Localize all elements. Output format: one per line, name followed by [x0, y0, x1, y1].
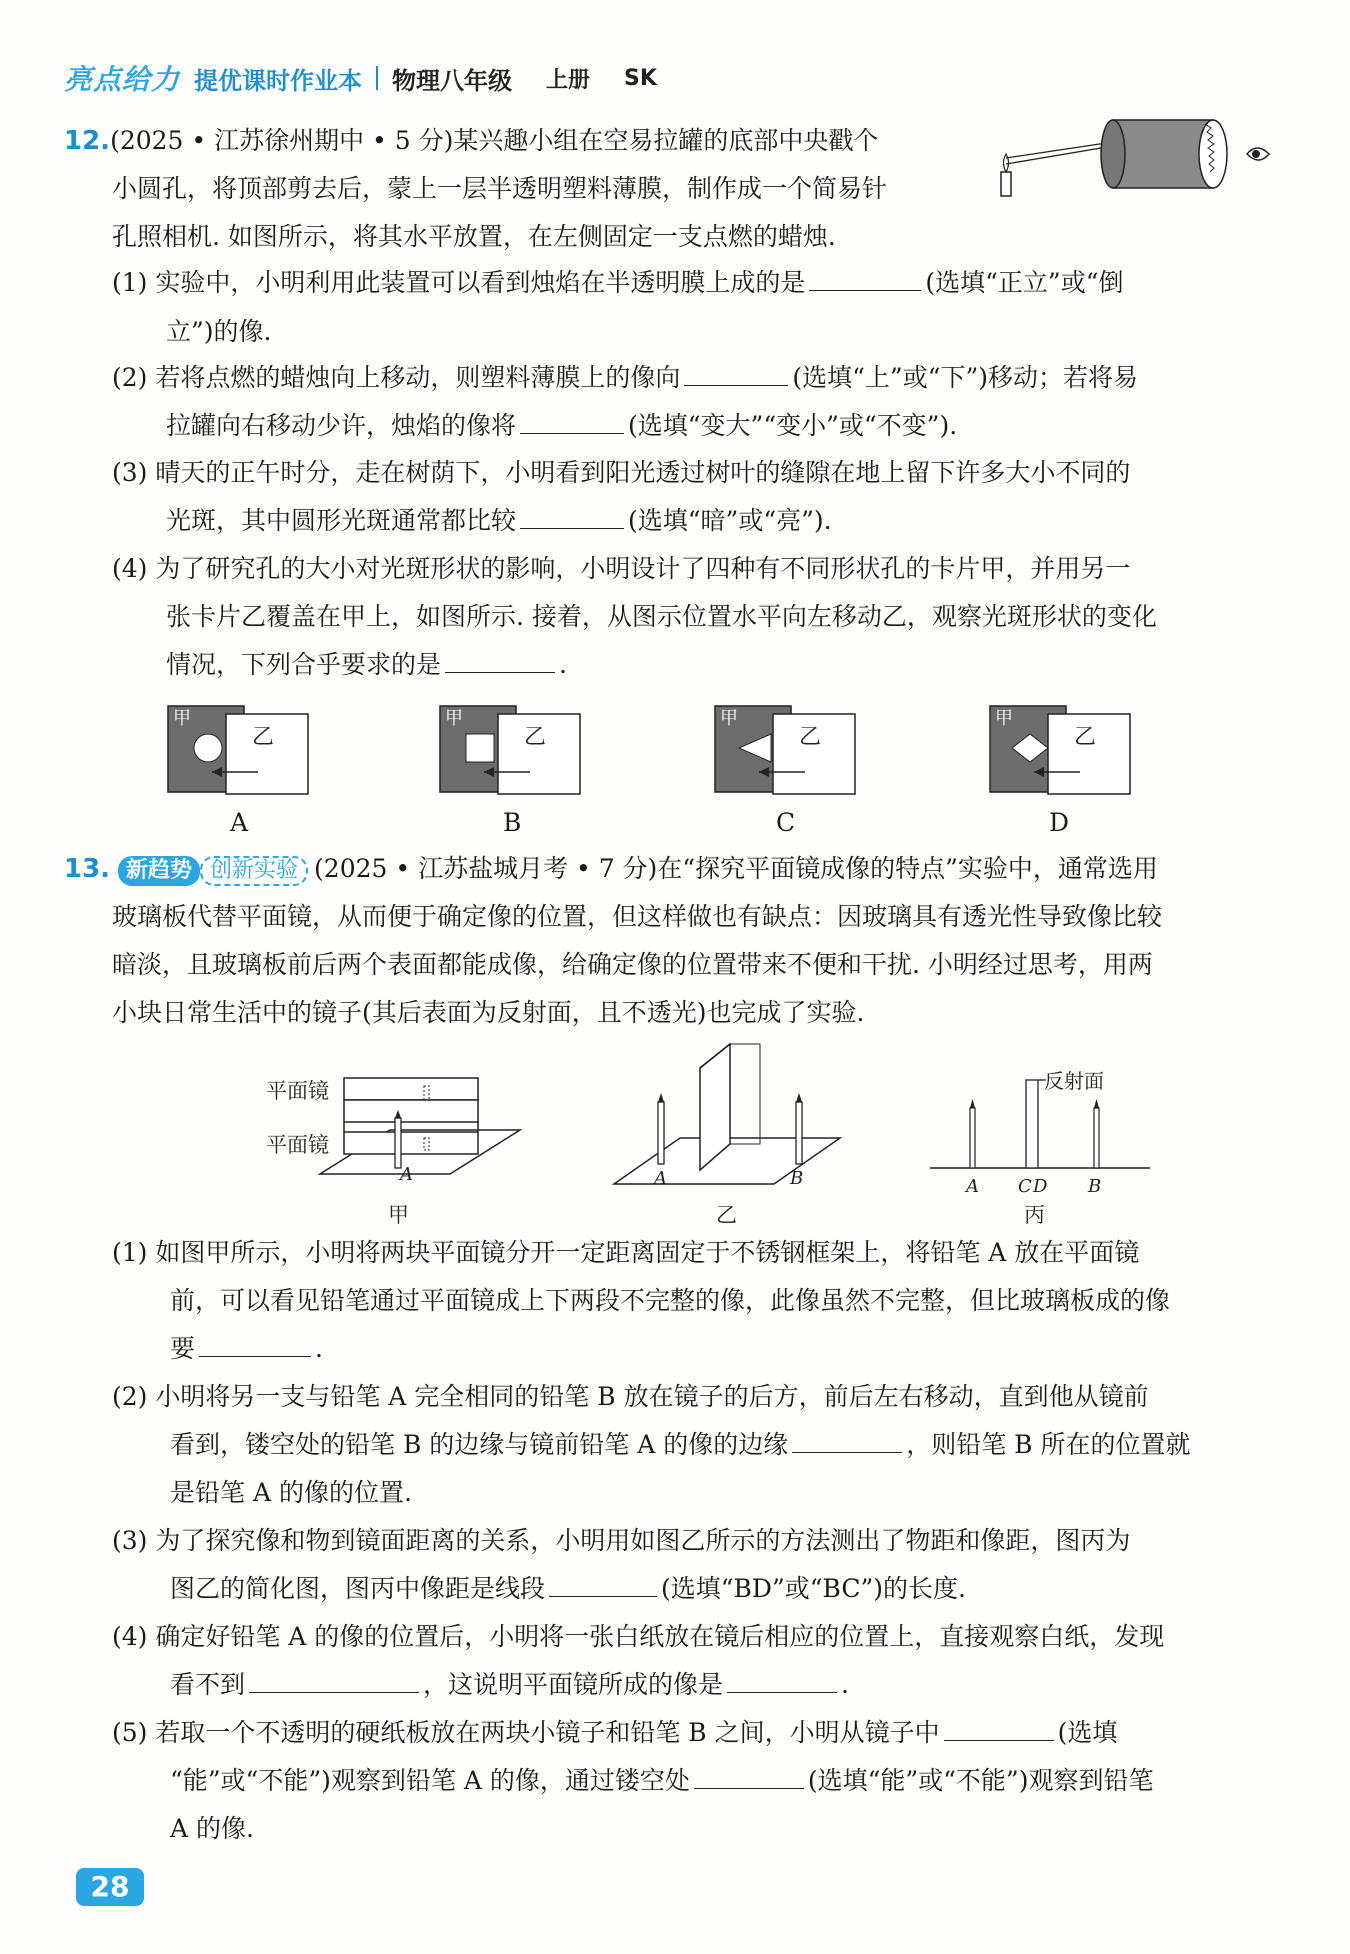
q12-p3-text: (选填“暗”或“亮”). — [628, 506, 832, 535]
q13-p3-line-1: (3) 为了探究像和物到镜面距离的关系，小明用如图乙所示的方法测出了物距和像距，图丙为 — [112, 1526, 1131, 1555]
q13-p3-text: 图乙的简化图，图丙中像距是线段 — [170, 1574, 546, 1603]
q12-p2-line-2 — [166, 409, 957, 443]
option-b-figure — [440, 706, 580, 794]
q13-p5-text: “能”或“不能”)观察到铅笔 A 的像，通过镂空处 — [170, 1766, 690, 1795]
option-b-label[interactable]: B — [503, 808, 522, 837]
q13-line-3: 暗淡，且玻璃板前后两个表面都能成像，给确定像的位置带来不便和干扰. 小明经过思考，用两 — [112, 950, 1153, 979]
mirror-label-upper: 平面镜 — [266, 1079, 329, 1103]
answer-blank[interactable] — [727, 1670, 837, 1693]
q12-line-2: 小圆孔，将顶部剪去后，蒙上一层半透明塑料薄膜，制作成一个简易针 — [112, 174, 888, 203]
q13-p4-text: 看不到 — [170, 1670, 246, 1699]
q13-p5-line-1 — [112, 1716, 1117, 1750]
mirror-experiment-figure — [260, 1040, 1160, 1230]
point-d-label: D — [1033, 1176, 1048, 1197]
q13-p4-text: . — [841, 1670, 849, 1699]
q13-p2-line-2 — [170, 1428, 1191, 1462]
q12-p1-text: (选填“正立”或“倒 — [925, 268, 1124, 297]
answer-blank[interactable] — [445, 650, 555, 673]
q12-p3-line-2 — [166, 504, 832, 538]
q12-p3-line-1: (3) 晴天的正午时分，走在树荫下，小明看到阳光透过树叶的缝隙在地上留下许多大小不同的 — [112, 458, 1131, 487]
mirror-label-lower: 平面镜 — [266, 1133, 329, 1157]
figure-bing — [930, 1069, 1150, 1227]
q13-p1-line-3 — [170, 1332, 323, 1366]
answer-blank[interactable] — [694, 1766, 804, 1789]
point-b-label: B — [790, 1168, 804, 1189]
q13-p5-text: (选填 — [1057, 1718, 1118, 1747]
answer-blank[interactable] — [809, 268, 921, 291]
figure-jia — [266, 1078, 520, 1227]
q13-p4-line-1: (4) 确定好铅笔 A 的像的位置后，小明将一张白纸放在镜后相应的位置上，直接观察白纸，发现 — [112, 1622, 1165, 1651]
card-yi-label: 乙 — [799, 725, 822, 750]
q13-p4-text: ，这说明平面镜所成的像是 — [423, 1670, 724, 1699]
q12-p2-text: (选填“变大”“变小”或“不变”). — [628, 411, 958, 440]
q12-p2-text: 拉罐向右移动少许，烛焰的像将 — [166, 411, 517, 440]
question-number: 12. — [64, 126, 111, 156]
q12-p1-line-2: 立”)的像. — [166, 317, 272, 346]
option-d-figure — [990, 706, 1130, 794]
q12-p4-text: 情况，下列合乎要求的是 — [166, 650, 442, 679]
q12-text: (2025 • 江苏徐州期中 • 5 分)某兴趣小组在空易拉罐的底部中央戳个 — [110, 126, 879, 155]
answer-blank[interactable] — [944, 1718, 1054, 1741]
q13-line-2: 玻璃板代替平面镜，从而便于确定像的位置，但这样做也有缺点：因玻璃具有透光性导致像比较 — [112, 902, 1163, 931]
question-number: 13. — [64, 854, 111, 884]
option-a-label[interactable]: A — [230, 808, 249, 837]
q12-line-1 — [64, 124, 878, 158]
innovation-badge: 创新实验 — [200, 856, 308, 886]
q13-p1-line-2: 前，可以看见铅笔通过平面镜成上下两段不完整的像，此像虽然不完整，但比玻璃板成的像 — [170, 1286, 1171, 1315]
trend-badge: 新趋势 — [118, 856, 200, 886]
series-title: 提优课时作业本 — [194, 66, 363, 95]
q12-p1-line-1 — [112, 266, 1123, 300]
figure-yi-caption: 乙 — [716, 1203, 737, 1227]
q12-line-3: 孔照相机. 如图所示，将其水平放置，在左侧固定一支点燃的蜡烛. — [112, 222, 836, 251]
point-c-label: C — [1018, 1176, 1032, 1197]
subject-title: 物理八年级 — [392, 66, 513, 95]
header-divider — [376, 66, 378, 90]
point-a-label: A — [654, 1168, 667, 1189]
q13-p4-line-2 — [170, 1668, 849, 1702]
card-jia-label: 甲 — [995, 708, 1013, 729]
q12-p4-line-3 — [166, 648, 567, 682]
q13-p2-text: 看到，镂空处的铅笔 B 的边缘与镜前铅笔 A 的像的边缘 — [170, 1430, 789, 1459]
q13-p5-line-2 — [170, 1764, 1153, 1798]
volume-label: 上册 — [546, 67, 591, 93]
q13-p2-line-1: (2) 小明将另一支与铅笔 A 完全相同的铅笔 B 放在镜子的后方，前后左右移动，直到他从镜前 — [112, 1382, 1149, 1411]
page-header — [64, 58, 657, 98]
q12-p4-line-1: (4) 为了研究孔的大小对光斑形状的影响，小明设计了四种有不同形状孔的卡片甲，并用另一 — [112, 554, 1131, 583]
q13-p5-text: (5) 若取一个不透明的硬纸板放在两块小镜子和铅笔 B 之间，小明从镜子中 — [112, 1718, 940, 1747]
figure-jia-caption: 甲 — [388, 1203, 409, 1227]
eye-icon — [1247, 148, 1269, 160]
card-yi-label: 乙 — [524, 725, 547, 750]
answer-blank[interactable] — [520, 411, 624, 434]
answer-blank[interactable] — [520, 506, 624, 529]
q12-p1-text: (1) 实验中，小明利用此装置可以看到烛焰在半透明膜上成的是 — [112, 268, 806, 297]
answer-blank[interactable] — [549, 1574, 657, 1597]
q12-p2-line-1 — [112, 361, 1138, 395]
q12-p4-text: . — [559, 650, 567, 679]
answer-blank[interactable] — [249, 1670, 419, 1693]
q13-text: (2025 • 江苏盐城月考 • 7 分)在“探究平面镜成像的特点”实验中，通常选用 — [314, 854, 1158, 883]
q13-p5-line-3: A 的像. — [170, 1814, 254, 1843]
q13-p3-text: (选填“BD”或“BC”)的长度. — [661, 1574, 966, 1603]
reflect-surface-label: 反射面 — [1044, 1069, 1104, 1093]
answer-blank[interactable] — [684, 363, 788, 386]
q12-p2-text: (2) 若将点燃的蜡烛向上移动，则塑料薄膜上的像向 — [112, 363, 681, 392]
figure-bing-caption: 丙 — [1024, 1203, 1045, 1227]
card-jia-label: 甲 — [720, 708, 738, 729]
q13-line-4: 小块日常生活中的镜子(其后表面为反射面，且不透光)也完成了实验. — [112, 998, 865, 1027]
card-yi-label: 乙 — [1074, 725, 1097, 750]
card-jia-label: 甲 — [445, 708, 463, 729]
q13-p2-line-3: 是铅笔 A 的像的位置. — [170, 1478, 412, 1507]
pinhole-camera-figure — [985, 118, 1295, 202]
q12-p4-line-2: 张卡片乙覆盖在甲上，如图所示. 接着，从图示位置水平向左移动乙，观察光斑形状的变化 — [166, 602, 1157, 631]
card-options-figure — [160, 700, 1240, 800]
q12-p3-text: 光斑，其中圆形光斑通常都比较 — [166, 506, 517, 535]
option-c-figure — [715, 706, 855, 794]
point-a-label: A — [400, 1164, 413, 1185]
q13-p5-text: (选填“能”或“不能”)观察到铅笔 — [807, 1766, 1154, 1795]
q12-p2-text: (选填“上”或“下”)移动；若将易 — [792, 363, 1139, 392]
q13-p2-text: ，则铅笔 B 所在的位置就 — [906, 1430, 1191, 1459]
point-b-label: B — [1088, 1176, 1102, 1197]
option-c-label[interactable]: C — [776, 808, 796, 837]
q13-p1-text: 要 — [170, 1334, 196, 1363]
brand-logo: 亮点给力 — [64, 63, 181, 96]
card-yi-label: 乙 — [252, 725, 275, 750]
answer-blank[interactable] — [199, 1334, 311, 1357]
q13-p3-line-2 — [170, 1572, 966, 1606]
figure-yi — [614, 1044, 840, 1227]
q13-line-1 — [64, 852, 1158, 886]
answer-blank[interactable] — [792, 1430, 902, 1453]
q13-p1-line-1: (1) 如图甲所示，小明将两块平面镜分开一定距离固定于不锈钢框架上，将铅笔 A 放在平面镜 — [112, 1238, 1140, 1267]
page-number: 28 — [76, 1868, 144, 1906]
edition-label: SK — [624, 65, 657, 91]
option-d-label[interactable]: D — [1049, 808, 1070, 837]
card-jia-label: 甲 — [173, 708, 191, 729]
point-a-label: A — [966, 1176, 979, 1197]
option-a-figure — [168, 706, 308, 794]
q13-p1-text: . — [315, 1334, 323, 1363]
